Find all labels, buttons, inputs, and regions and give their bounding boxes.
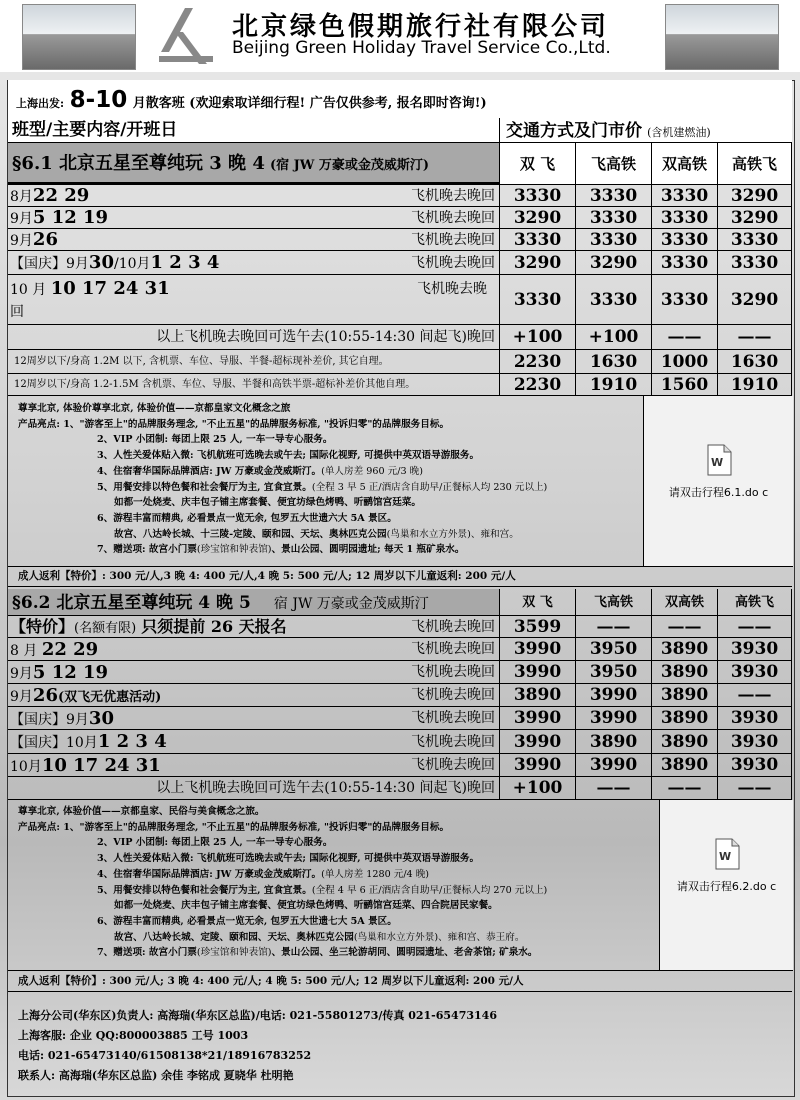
s1-row-month: 10 月	[10, 282, 47, 298]
price-cell: 3290	[718, 185, 792, 207]
price-cell: 3330	[576, 229, 652, 251]
desc-line: (全程 3 早 5 正/酒店含自助早/正餐标人均 230 元以上)	[311, 481, 548, 493]
desc-line: 5、用餐安排以特色餐和社会餐厅为主, 宜食宜景。	[97, 481, 312, 493]
price-cell: 3330	[576, 185, 652, 207]
price-cell: 3990	[576, 754, 652, 777]
price-cell: 3330	[576, 275, 652, 325]
svg-text:W: W	[718, 850, 731, 863]
desc-line: (珍宝馆和钟表馆)	[196, 544, 272, 556]
price-cell: ——	[652, 616, 718, 638]
s2-row	[8, 661, 792, 684]
table-header-row	[8, 118, 792, 143]
footer-line: 上海分公司(华东区)负责人: 高海瑞(华东区总监)/电话: 021-55801273/传真 021-65473146	[18, 1009, 497, 1022]
desc-line: 5、用餐安排以特色餐和社会餐厅为主, 宜食宜景。	[97, 884, 312, 896]
price-cell: 3930	[718, 661, 792, 684]
price-cell: 3599	[500, 616, 576, 638]
svg-text:W: W	[710, 456, 723, 469]
doc-label: 请双击行程6.2.do c	[676, 880, 777, 893]
s2-row-route: 飞机晚去晚回	[411, 734, 495, 750]
desc-line: (全程 4 早 6 正/酒店含自助早/正餐标人均 270 元以上)	[311, 884, 548, 896]
price-cell: 1630	[576, 350, 652, 374]
itinerary-doc-6-1[interactable]	[643, 396, 793, 567]
desc-line: 2、VIP 小团制: 每团上限 25 人, 一车一导专心服务。	[97, 434, 333, 446]
price-cell: 3330	[500, 229, 576, 251]
desc-line: 如都一处烧麦、庆丰包子铺主席套餐、便宜坊绿色烤鸭、听鹂馆宫廷菜、四合院居民家餐。	[114, 900, 498, 912]
price-cell: 3990	[576, 684, 652, 707]
desc-line: 、景山公园、圆明园遗址; 每天 1 瓶矿泉水。	[271, 544, 465, 556]
price-cell: 3930	[718, 730, 792, 754]
s1-row-route: 飞机晚去晚回	[411, 210, 495, 226]
s2-row-route: 飞机晚去晚回	[411, 641, 495, 657]
s1-row	[8, 207, 792, 229]
s2-row-route: 飞机晚去晚回	[411, 710, 495, 726]
s2-row	[8, 730, 792, 754]
price-cell: 3890	[500, 684, 576, 707]
s2-row-dates: 1 2 3 4	[97, 731, 167, 752]
price-cell: 3290	[500, 207, 576, 229]
s1-rebate: 成人返利【特价】: 300 元/人,3 晚 4: 400 元/人,4 晚 5: 500 元/人; 12 周岁以下儿童返利: 200 元/人	[18, 570, 516, 582]
s1-row-route: 飞机晚去晚回	[411, 232, 495, 248]
price-cell: 3330	[652, 229, 718, 251]
s2-row-month: 【国庆】10月	[10, 735, 98, 751]
col-head-shuangfei: 双 飞	[500, 143, 576, 185]
s1-row-month: 【国庆】9月	[10, 256, 89, 272]
col-head-gaotiefei: 高铁飞	[718, 589, 792, 616]
s1-row-route: 飞机晚去晚回	[411, 255, 495, 271]
s1-row-dates2: 1 2 3 4	[150, 252, 220, 273]
desc-line: 7、赠送项: 故宫小门票	[97, 544, 197, 556]
s1-child-row	[8, 350, 792, 374]
price-cell: 3330	[652, 207, 718, 229]
price-cell: 3290	[718, 275, 792, 325]
desc-line: (珍宝馆和钟表馆)	[196, 947, 272, 959]
desc-line: 故宫、八达岭长城、定陵、颐和园、天坛、奥林匹克公园	[114, 931, 354, 943]
s1-row-month: 8月	[10, 189, 33, 205]
s1-row-route: 飞机晚去晚	[417, 281, 487, 297]
price-cell: 3290	[718, 207, 792, 229]
s1-row-dates: 26	[32, 229, 58, 250]
s1-child2-text: 12周岁以下/身高 1.2-1.5M 含机票、车位、导服、半餐和高铁半票-超标补差价其他自理。	[8, 374, 500, 396]
desc-line: 3、人性关爱体贴入微: 飞机航班可选晚去或午去; 国际化视野, 可提供中英双语导游服务。	[97, 450, 480, 462]
s2-rebate-row	[8, 970, 792, 992]
banner-days: 8-10	[69, 87, 128, 113]
s2-row-dates: 10 17 24 31	[41, 755, 161, 776]
price-cell: 2230	[500, 350, 576, 374]
company-logo-icon	[155, 6, 217, 66]
desc-line: 4、住宿奢华国际品牌酒店: JW 万豪或金茂威斯汀。	[97, 868, 322, 880]
desc-line: (单人房差 1280 元/4 晚)	[321, 868, 430, 880]
price-cell: 3990	[500, 661, 576, 684]
price-cell: 3930	[718, 754, 792, 777]
price-cell: 3330	[652, 185, 718, 207]
price-cell: ——	[718, 616, 792, 638]
s1-child1-text: 12周岁以下/身高 1.2M 以下, 含机票、车位、导服、半餐-超标现补差价, 其它自理。	[8, 350, 500, 374]
s1-row-route: 飞机晚去晚回	[411, 188, 495, 204]
s1-row	[8, 185, 792, 207]
s2-row-month: 10月	[10, 759, 42, 775]
table-header-right: 交通方式及门市价	[506, 121, 642, 141]
company-header	[0, 0, 800, 72]
desc-line: 产品亮点: 1、"游客至上"的品牌服务理念, "不止五星"的品牌服务标准, "投诉归零"的品牌服务目标。	[18, 418, 450, 430]
price-cell: 3330	[652, 275, 718, 325]
price-cell: 3890	[652, 684, 718, 707]
s1-row	[8, 229, 792, 251]
s1-row-dates: 22 29	[32, 185, 90, 206]
s2-description	[18, 804, 547, 961]
desc-line: 尊享北京, 体验价值——京都皇家、民俗与美食概念之旅。	[18, 806, 265, 817]
footer-line: 联系人: 高海瑞(华东区总监) 余佳 李铭成 夏晓华 杜明艳	[18, 1069, 294, 1082]
banner	[8, 80, 792, 118]
desc-line: (鸟巢和水立方外景)、雍和宫。	[386, 528, 519, 540]
desc-line: 如都一处烧麦、庆丰包子铺主席套餐、便宜坊绿色烤鸭、听鹂馆宫廷菜。	[114, 497, 421, 509]
banner-prefix: 上海出发:	[16, 97, 65, 110]
desc-line: 尊享北京, 体验价尊享北京, 体验价值——京都皇家文化概念之旅	[18, 403, 291, 414]
price-cell: 3890	[652, 707, 718, 730]
price-cell: 3990	[500, 707, 576, 730]
price-cell: ——	[652, 325, 718, 350]
s2-row-dates: 5 12 19	[32, 662, 109, 683]
price-cell: ——	[576, 777, 652, 800]
desc-line: 6、游程丰富而精典, 必看景点一览无余, 包罗五大世遗六大 5A 景区。	[97, 512, 397, 524]
word-document-icon	[712, 838, 742, 870]
s1-row-month: 9月	[10, 233, 33, 249]
price-cell: +100	[500, 325, 576, 350]
contact-footer	[18, 1006, 497, 1086]
price-cell: 3890	[652, 638, 718, 661]
col-head-shuangfei: 双 飞	[500, 589, 576, 616]
s1-extra-text: 以上飞机晚去晚回可选午去(10:55-14:30 间起飞)晚回	[8, 325, 500, 350]
tiananmen-photo	[665, 4, 779, 70]
price-cell: 1000	[652, 350, 718, 374]
s1-row-month: 9月	[10, 211, 33, 227]
price-cell: 3990	[500, 638, 576, 661]
price-cell: 3950	[576, 638, 652, 661]
price-cell: 1910	[576, 374, 652, 396]
price-cell: 1630	[718, 350, 792, 374]
section1-hotel: (宿 JW 万豪或金茂威斯汀)	[269, 158, 430, 173]
desc-line: 4、住宿奢华国际品牌酒店: JW 万豪或金茂威斯汀。	[97, 465, 322, 477]
s1-row	[8, 251, 792, 275]
desc-line: (单人房差 960 元/3 晚)	[321, 465, 423, 477]
col-head-shuanggaotie: 双高铁	[652, 589, 718, 616]
s2-row-month: 8 月	[10, 643, 38, 659]
price-cell: 3330	[500, 185, 576, 207]
desc-line: 6、游程丰富而精典, 必看景点一览无余, 包罗五大世遗七大 5A 景区。	[97, 915, 397, 927]
price-cell: 3930	[718, 638, 792, 661]
price-cell: +100	[500, 777, 576, 800]
s2-row-route: 飞机晚去晚回	[411, 757, 495, 773]
section2-title-row	[8, 589, 792, 616]
s1-row-dates: 10 17 24 31	[50, 278, 170, 299]
price-cell: ——	[718, 325, 792, 350]
desc-line: 3、人性关爱体贴入微: 飞机航班可选晚去或午去; 国际化视野, 可提供中英双语导游服务。	[97, 853, 480, 865]
price-cell: 2230	[500, 374, 576, 396]
desc-line: 7、赠送项: 故宫小门票	[97, 947, 197, 959]
price-cell: 3950	[576, 661, 652, 684]
table-header-left: 班型/主要内容/开班日	[8, 118, 500, 143]
s2-row-route: 飞机晚去晚回	[411, 619, 495, 635]
col-head-shuanggaotie: 双高铁	[652, 143, 718, 185]
s1-description	[18, 401, 547, 558]
price-cell: 3990	[500, 730, 576, 754]
s2-row-route: 飞机晚去晚回	[411, 664, 495, 680]
special-text: 只须提前 26 天报名	[141, 617, 287, 636]
price-cell: 3290	[576, 251, 652, 275]
col-head-gaotiefei: 高铁飞	[718, 143, 792, 185]
section1-title: §6.1 北京五星至尊纯玩 3 晚 4	[12, 153, 265, 174]
s2-row	[8, 684, 792, 707]
footer-line: 电话: 021-65473140/61508138*21/18916783252	[18, 1049, 312, 1062]
price-cell: 3330	[652, 251, 718, 275]
s2-row-dates: 22 29	[41, 639, 99, 660]
s1-row	[8, 275, 792, 325]
section1-title-row	[8, 143, 792, 185]
s2-row-month: 【国庆】9月	[10, 712, 89, 728]
section2-hotel: 宿 JW 万豪或金茂威斯汀	[273, 596, 429, 612]
price-cell: 3330	[718, 251, 792, 275]
price-cell: 3330	[718, 229, 792, 251]
word-document-icon	[704, 444, 734, 476]
s2-extra-text: 以上飞机晚去晚回可选午去(10:55-14:30 间起飞)晚回	[8, 777, 500, 800]
company-name-cn: 北京绿色假期旅行社有限公司	[232, 12, 610, 42]
s1-row-month2: /10月	[113, 256, 151, 272]
price-cell: 3290	[500, 251, 576, 275]
s1-extra-row	[8, 325, 792, 350]
s2-extra-row	[8, 777, 792, 800]
desc-line: 产品亮点: 1、"游客至上"的品牌服务理念, "不止五星"的品牌服务标准, "投诉归零"的品牌服务目标。	[18, 821, 450, 833]
forbidden-city-photo	[22, 4, 136, 70]
s2-row-route: 飞机晚去晚回	[411, 687, 495, 703]
desc-line: 故宫、八达岭长城、十三陵-定陵、颐和园、天坛、奥林匹克公园	[114, 528, 387, 540]
s1-rebate-row	[8, 566, 792, 587]
doc-label: 请双击行程6.1.do c	[668, 486, 769, 499]
price-cell: 3330	[576, 207, 652, 229]
price-cell: 1910	[718, 374, 792, 396]
desc-line: 、景山公园、坐三轮游胡同、圆明园遗址、老舍茶馆; 矿泉水。	[271, 947, 538, 959]
s2-row-dates: 26	[32, 685, 58, 706]
price-cell: 3930	[718, 707, 792, 730]
s2-row-month: 9月	[10, 689, 33, 705]
desc-line: 2、VIP 小团制: 每团上限 25 人, 一车一导专心服务。	[97, 837, 333, 849]
price-cell: 3990	[500, 754, 576, 777]
s1-row-dates: 5 12 19	[32, 207, 109, 228]
price-cell: 3330	[500, 275, 576, 325]
desc-line: (鸟巢和水立方外景)、雍和宫、恭王府。	[353, 931, 525, 943]
s2-row-month: 9月	[10, 666, 33, 682]
price-cell: +100	[576, 325, 652, 350]
price-cell: 3890	[652, 730, 718, 754]
price-cell: ——	[576, 616, 652, 638]
s2-rebate: 成人返利【特价】: 300 元/人; 3 晚 4: 400 元/人; 4 晚 5: 500 元/人; 12 周岁以下儿童返利: 200 元/人	[18, 975, 524, 987]
price-cell: 3890	[576, 730, 652, 754]
price-cell: 3990	[576, 707, 652, 730]
col-head-feigaotie: 飞高铁	[576, 589, 652, 616]
s2-row-dates: 30	[88, 708, 114, 729]
s2-special-row	[8, 616, 792, 638]
s2-row	[8, 707, 792, 730]
itinerary-doc-6-2[interactable]	[659, 800, 793, 971]
banner-suffix: 月散客班 (欢迎索取详细行程! 广告仅供参考, 报名即时咨询!)	[132, 96, 487, 111]
price-cell: ——	[652, 777, 718, 800]
s2-row	[8, 638, 792, 661]
price-cell: 3890	[652, 754, 718, 777]
s2-row-note: (双飞无优惠活动)	[57, 690, 162, 705]
col-head-feigaotie: 飞高铁	[576, 143, 652, 185]
section2-title: §6.2 北京五星至尊纯玩 4 晚 5	[12, 593, 251, 613]
table-header-note: (含机建燃油)	[647, 126, 711, 139]
special-tag: 【特价】	[10, 617, 75, 636]
s1-row-dates: 30	[88, 252, 114, 273]
footer-line: 上海客服: 企业 QQ:800003885 工号 1003	[18, 1029, 249, 1042]
price-cell: ——	[718, 684, 792, 707]
price-cell: 1560	[652, 374, 718, 396]
price-cell: 3890	[652, 661, 718, 684]
s1-row-route-tail: 回	[10, 304, 24, 320]
s2-row	[8, 754, 792, 777]
special-limit: (名额有限)	[74, 621, 137, 636]
s1-child-row	[8, 374, 792, 396]
company-name-en: Beijing Green Holiday Travel Service Co.,Ltd.	[232, 38, 611, 58]
price-cell: ——	[718, 777, 792, 800]
